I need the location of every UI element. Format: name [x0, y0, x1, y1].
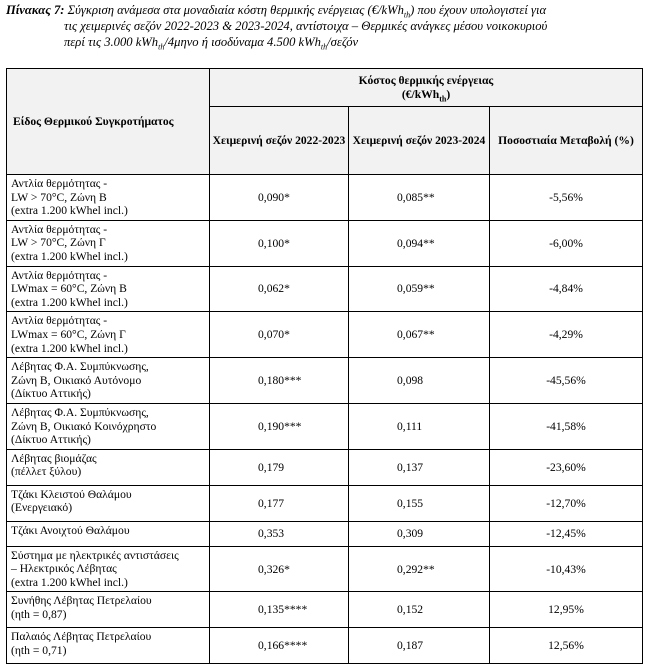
caption-label: Πίνακας 7: [6, 3, 65, 17]
system-name-line: Παλαιός Λέβητας Πετρελαίου [11, 630, 152, 644]
system-name-cell [7, 403, 210, 449]
system-name-line: LWmax = 60°C, Ζώνη Γ [11, 327, 126, 341]
system-name-cell [7, 266, 210, 312]
system-name-line: Αντλία θερμότητας - [11, 222, 108, 236]
cost-2022-2023-cell: 0,166**** [210, 628, 349, 664]
table-row [7, 312, 643, 358]
system-name-cell [7, 358, 210, 404]
table-row [7, 449, 643, 485]
table-row [7, 175, 643, 221]
cost-2023-2024-cell: 0,152 [349, 592, 490, 628]
thermal-cost-table [6, 68, 643, 664]
system-name-line: Λέβητας Φ.Α. Συμπύκνωσης, [11, 360, 149, 374]
caption-line-2: τις χειμερινές σεζόν 2022-2023 & 2023-2024, αντίστοιχα – Θερμικές ανάγκες μέσου νοικοκυριού [64, 19, 548, 33]
cost-2023-2024-cell: 0,085** [349, 175, 490, 221]
system-name-line: (ηth = 0,71) [11, 644, 67, 658]
system-name-line: (extra 1.200 kWhel incl.) [11, 249, 128, 263]
table-row [7, 628, 643, 664]
table-row [7, 358, 643, 404]
system-name-cell [7, 521, 210, 546]
table-row [7, 592, 643, 628]
cost-2022-2023-cell: 0,179 [210, 449, 349, 485]
percent-change-cell: -23,60% [490, 449, 643, 485]
percent-change-cell: -45,56% [490, 358, 643, 404]
cost-2023-2024-cell: 0,155 [349, 485, 490, 521]
system-name-line: Αντλία θερμότητας - [11, 177, 108, 190]
cost-2022-2023-cell: 0,326* [210, 546, 349, 592]
cost-2022-2023-cell: 0,100* [210, 220, 349, 266]
system-name-cell [7, 628, 210, 664]
table-caption [6, 2, 642, 50]
system-name-cell [7, 175, 210, 221]
system-name-line: Ζώνη Β, Οικιακό Κοινόχρηστο [11, 419, 157, 433]
system-name-line: (ηth = 0,87) [11, 608, 67, 622]
system-name-line: (πέλλετ ξύλου) [11, 465, 82, 479]
cost-2022-2023-cell: 0,135**** [210, 592, 349, 628]
cost-2023-2024-cell: 0,094** [349, 220, 490, 266]
table-row [7, 521, 643, 546]
cost-2022-2023-cell: 0,070* [210, 312, 349, 358]
system-name-line: (extra 1.200 kWhel incl.) [11, 341, 128, 355]
percent-change-cell: 12,56% [490, 628, 643, 664]
cost-2023-2024-cell: 0,067** [349, 312, 490, 358]
caption-line-1: Σύγκριση ανάμεσα στα μοναδιαία κόστη θερμικής ενέργειας (€/kWh$_{th}$) που έχουν υπολογιστεί για [67, 3, 547, 20]
cost-2022-2023-cell: 0,090* [210, 175, 349, 221]
system-name-cell [7, 312, 210, 358]
system-name-line: Ζώνη Β, Οικιακό Αυτόνομο [11, 373, 142, 387]
system-name-line: Αντλία θερμότητας - [11, 314, 108, 328]
system-name-line: (extra 1.200 kWhel incl.) [11, 204, 128, 218]
system-name-line: Τζάκι Ανοιχτού Θαλάμου [11, 523, 130, 537]
percent-change-cell: -41,58% [490, 403, 643, 449]
cost-2022-2023-cell: 0,180*** [210, 358, 349, 404]
system-name-cell [7, 449, 210, 485]
percent-change-cell: -4,84% [490, 266, 643, 312]
header-kind: Είδος Θερμικού Συγκροτήματος [7, 69, 210, 175]
system-name-line: LWmax = 60°C, Ζώνη Β [11, 282, 127, 296]
cost-2023-2024-cell: 0,098 [349, 358, 490, 404]
header-season-2022-2023: Χειμερινή σεζόν 2022-2023 [210, 107, 349, 175]
system-name-line: LW > 70°C, Ζώνη Β [11, 190, 107, 204]
percent-change-cell: -12,45% [490, 521, 643, 546]
cost-2022-2023-cell: 0,190*** [210, 403, 349, 449]
cost-2023-2024-cell: 0,187 [349, 628, 490, 664]
system-name-cell [7, 546, 210, 592]
percent-change-cell: -10,43% [490, 546, 643, 592]
header-season-2023-2024: Χειμερινή σεζόν 2023-2024 [349, 107, 490, 175]
system-name-line: (extra 1.200 kWhel incl.) [11, 575, 128, 589]
table-row [7, 485, 643, 521]
header-percent-change: Ποσοστιαία Μεταβολή (%) [490, 107, 643, 175]
system-name-line: (Δίκτυο Αττικής) [11, 433, 91, 447]
system-name-line: (extra 1.200 kWhel incl.) [11, 295, 128, 309]
cost-2023-2024-cell: 0,309 [349, 521, 490, 546]
percent-change-cell: -5,56% [490, 175, 643, 221]
system-name-line: Αντλία θερμότητας - [11, 268, 108, 282]
system-name-line: Σύστημα με ηλεκτρικές αντιστάσεις [11, 548, 179, 562]
percent-change-cell: -12,70% [490, 485, 643, 521]
percent-change-cell: -6,00% [490, 220, 643, 266]
cost-2022-2023-cell: 0,062* [210, 266, 349, 312]
system-name-cell [7, 485, 210, 521]
system-name-line: Τζάκι Κλειστού Θαλάμου [11, 487, 132, 501]
caption-line-3: περί τις 3.000 kWh$_{th}$/4μηνο ή ισοδύναμα 4.500 kWh$_{th}$/σεζόν [64, 35, 359, 52]
cost-2022-2023-cell: 0,177 [210, 485, 349, 521]
system-name-line: LW > 70°C, Ζώνη Γ [11, 236, 106, 250]
table-row [7, 546, 643, 592]
system-name-cell [7, 592, 210, 628]
cost-2023-2024-cell: 0,111 [349, 403, 490, 449]
header-cost: Κόστος θερμικής ενέργειας (€/kWh$_{th}$) [210, 69, 643, 107]
cost-2022-2023-cell: 0,353 [210, 521, 349, 546]
system-name-line: (Δίκτυο Αττικής) [11, 387, 91, 401]
system-name-line: Συνήθης Λέβητας Πετρελαίου [11, 594, 152, 608]
table-row [7, 403, 643, 449]
system-name-line: (Ενεργειακό) [11, 501, 73, 515]
system-name-line: Λέβητας Φ.Α. Συμπύκνωσης, [11, 405, 149, 419]
table-row [7, 220, 643, 266]
cost-2023-2024-cell: 0,292** [349, 546, 490, 592]
system-name-line: Λέβητας βιομάζας [11, 451, 97, 465]
percent-change-cell: 12,95% [490, 592, 643, 628]
system-name-cell [7, 220, 210, 266]
percent-change-cell: -4,29% [490, 312, 643, 358]
cost-2023-2024-cell: 0,137 [349, 449, 490, 485]
system-name-line: – Ηλεκτρικός Λέβητας [11, 562, 117, 576]
table-row [7, 266, 643, 312]
cost-2023-2024-cell: 0,059** [349, 266, 490, 312]
